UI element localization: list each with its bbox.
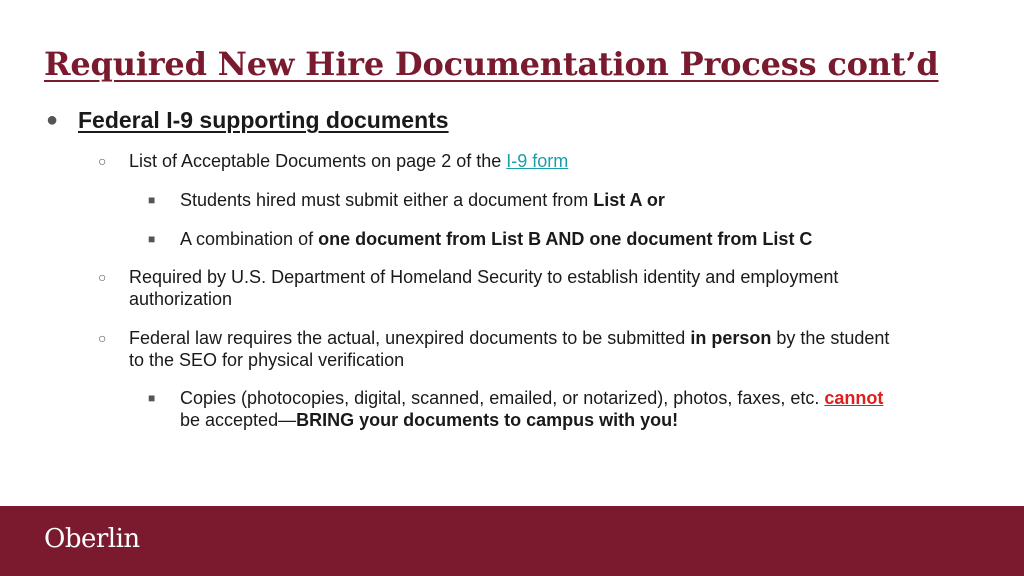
section-heading: Federal I-9 supporting documents — [78, 107, 449, 133]
item2-line1: Required by U.S. Department of Homeland Security to establish identity and employment — [129, 267, 839, 287]
oberlin-logo: Oberlin — [44, 524, 140, 554]
item3-bullet: ○ — [98, 330, 107, 346]
item2-bullet: ○ — [98, 269, 107, 285]
item1-bullet: ○ — [98, 153, 107, 169]
item3-sub1-line2-bold: BRING your documents to campus with you! — [296, 410, 679, 430]
item1-label: List of Acceptable Documents on page 2 of the — [129, 151, 507, 171]
cannot-emphasis: cannot — [824, 388, 884, 408]
item1-sub2-bold: one document from List B AND one document from List C — [318, 229, 813, 249]
item3-text-a: Federal law requires the actual, unexpired documents to be submitted — [129, 328, 691, 348]
item3-sub1-line2 — [180, 409, 678, 431]
slide-title: Required New Hire Documentation Process cont’d — [44, 45, 939, 83]
level1-bullet: ● — [46, 109, 59, 131]
i9-form-link[interactable]: I-9 form — [506, 151, 569, 171]
item3-line1 — [129, 327, 889, 349]
item1-sub1-label: Students hired must submit either a document from — [180, 190, 594, 210]
item1-sub1-bold: List A or — [593, 190, 665, 210]
item3-sub1-label: Copies (photocopies, digital, scanned, emailed, or notarized), photos, faxes, etc. — [180, 388, 825, 408]
item3-text-b: by the student — [771, 328, 890, 348]
item1-sub2-label: A combination of — [180, 229, 319, 249]
item3-line2: to the SEO for physical verification — [129, 350, 405, 370]
footer-bar — [0, 506, 1024, 576]
item1-text — [129, 150, 568, 172]
item1-sub2-bullet: ■ — [148, 232, 156, 246]
item1-sub1-text — [180, 189, 665, 211]
item2-line2: authorization — [129, 289, 233, 309]
item3-bold: in person — [690, 328, 772, 348]
item1-sub2-text — [180, 228, 812, 250]
item3-sub1-bullet: ■ — [148, 391, 156, 405]
item1-sub1-bullet: ■ — [148, 193, 156, 207]
item3-sub1-line1 — [180, 387, 883, 409]
item3-sub1-line2-text: be accepted— — [180, 410, 297, 430]
